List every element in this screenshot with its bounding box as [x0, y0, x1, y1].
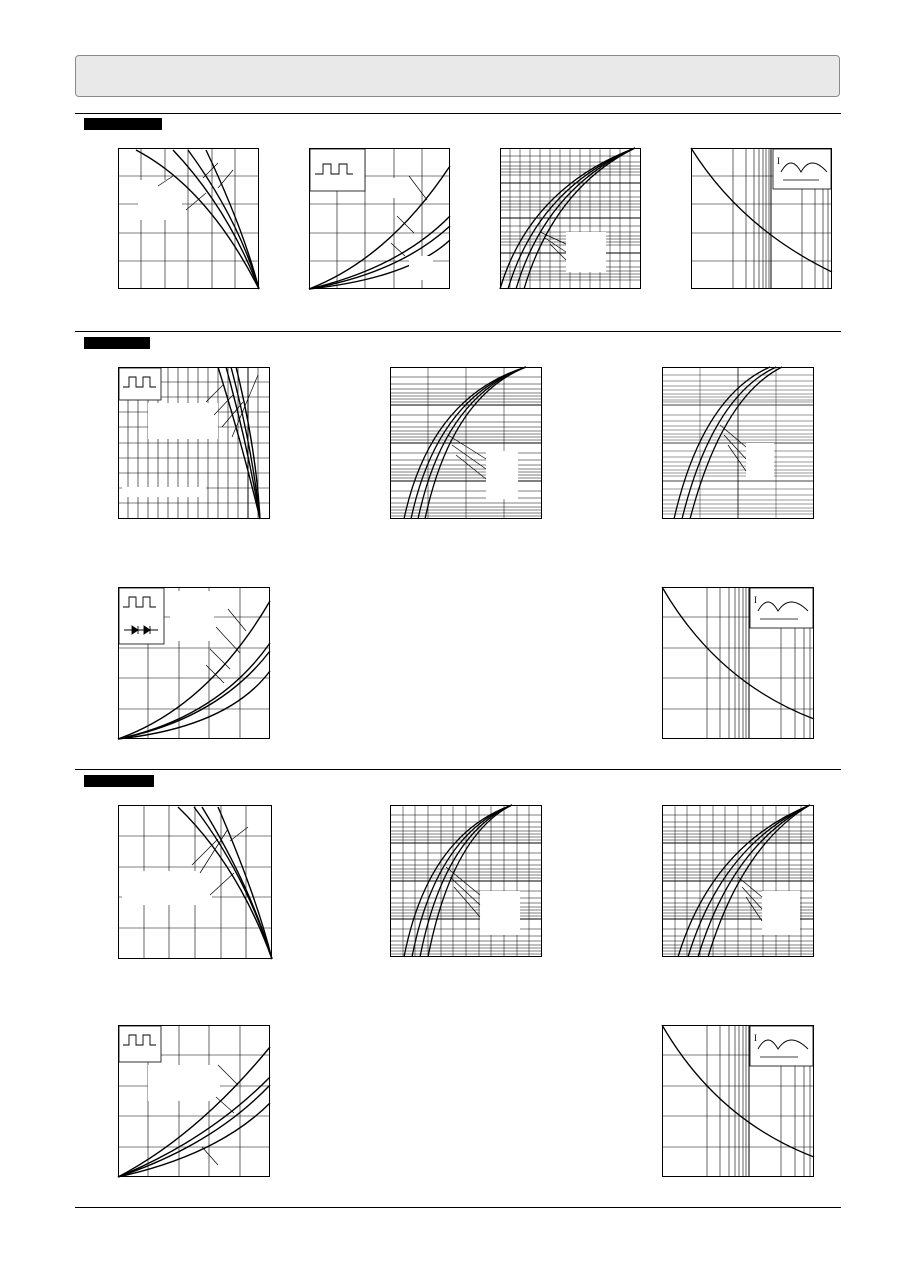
section-2-rule [75, 331, 841, 332]
graph-s3-derating [118, 805, 272, 959]
graph-s3-loss [118, 1025, 270, 1177]
svg-text:I: I [754, 1033, 757, 1043]
graph-s2-surge [662, 587, 814, 739]
section-1-rule [75, 113, 841, 114]
section-1-label-tag [84, 118, 162, 130]
svg-text:I: I [754, 595, 757, 605]
section-3-rule [75, 769, 841, 770]
section-2-label-tag [84, 337, 150, 349]
svg-text:I: I [777, 156, 780, 166]
graph-s2-loss-vs-temp [118, 367, 270, 519]
footer-rule [75, 1207, 841, 1208]
graph-s1-surge [691, 148, 832, 289]
graph-s1-loss [309, 148, 450, 289]
graph-s1-forward-iv [500, 148, 641, 289]
graph-s3-surge [662, 1025, 814, 1177]
graph-s2-forward-iv-b [662, 367, 814, 519]
section-3-label-tag [84, 775, 154, 787]
graph-s1-derating [118, 148, 259, 289]
pulse-inset [310, 149, 365, 191]
graph-s3-forward-iv-b [662, 805, 814, 957]
surge-inset [773, 149, 831, 189]
graph-s2-loss [118, 587, 270, 739]
graph-s2-forward-iv [390, 367, 542, 519]
page-header-band [75, 55, 840, 97]
graph-s3-forward-iv [390, 805, 542, 957]
